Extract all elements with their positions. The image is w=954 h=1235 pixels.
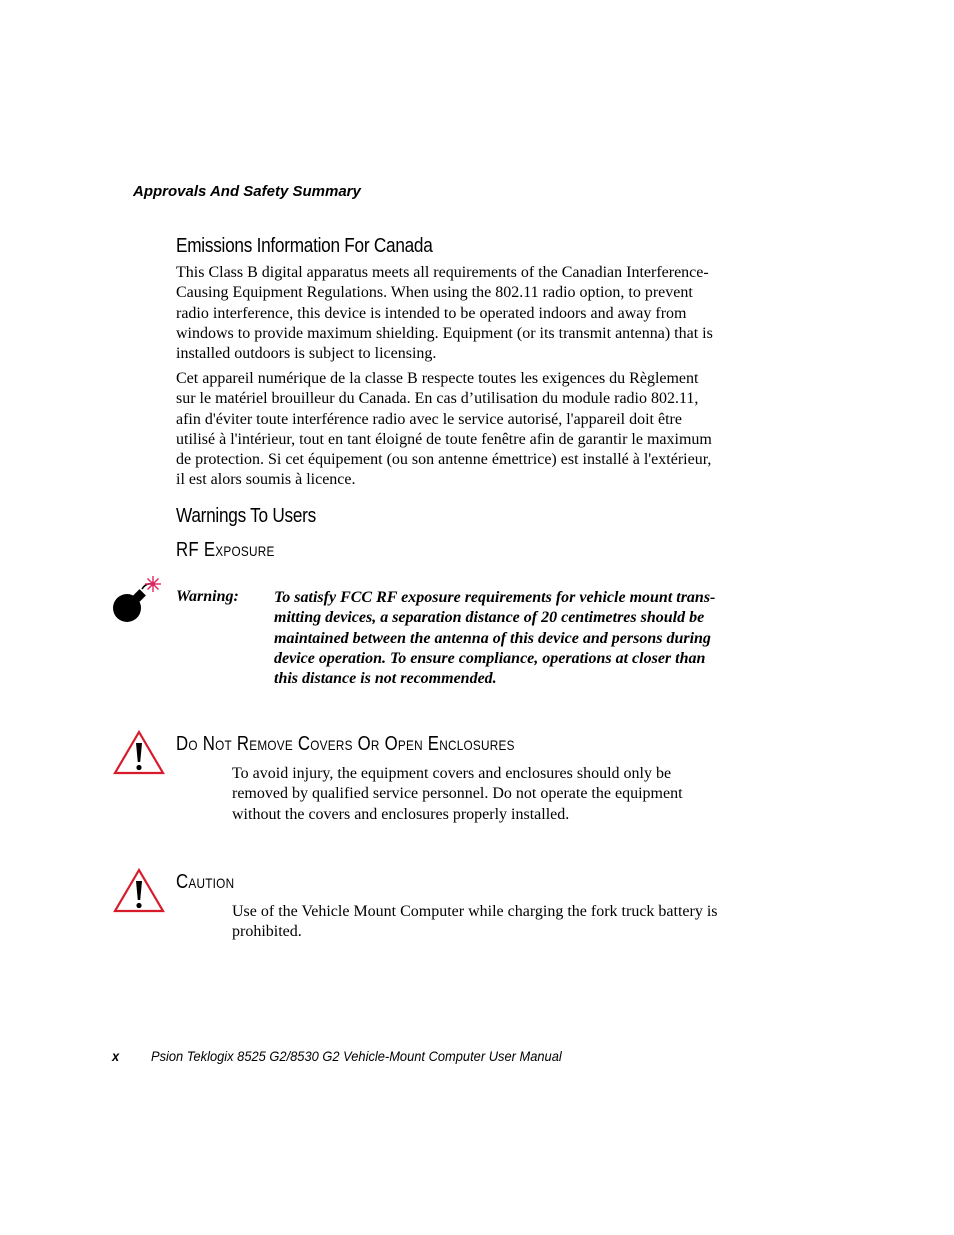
text-line: Causing Equipment Regulations. When using the 802.11 radio option, to prevent [176, 284, 693, 302]
text-line: This Class B digital apparatus meets all requirements of the Canadian Interference- [176, 264, 709, 281]
bomb-icon [108, 574, 164, 626]
text-line: radio interference, this device is intended to be operated indoors and away from [176, 304, 687, 322]
caution-heading: Caution [176, 871, 235, 893]
text-line: To satisfy FCC RF exposure requirements for vehicle mount trans- [274, 589, 716, 606]
footer-manual-title: Psion Teklogix 8525 G2/8530 G2 Vehicle-Mount Computer User Manual [151, 1048, 562, 1064]
text-line: il est alors soumis à licence. [176, 471, 356, 489]
text-line: maintained between the antenna of this device and persons during [274, 629, 711, 647]
text-line: To avoid injury, the equipment covers and enclosures should only be [232, 765, 672, 782]
rf-exposure-heading: RF Exposure [176, 539, 275, 561]
covers-heading: Do Not Remove Covers Or Open Enclosures [176, 733, 515, 755]
caution-paragraph [232, 902, 762, 943]
text-line: this distance is not recommended. [274, 670, 497, 688]
warning-label: Warning: [176, 588, 239, 605]
covers-paragraph [232, 764, 762, 825]
warnings-heading: Warnings To Users [176, 505, 316, 527]
text-line: mitting devices, a separation distance of 20 centimetres should be [274, 609, 705, 627]
text-line: utilisé à l'intérieur, tout en tant éloigné de toute fenêtre afin de garantir le maximum [176, 430, 712, 448]
running-header: Approvals And Safety Summary [133, 183, 361, 200]
warning-text [274, 588, 774, 689]
text-line: without the covers and enclosures properly installed. [232, 805, 570, 823]
text-line: device operation. To ensure compliance, operations at closer than [274, 649, 706, 667]
text-line: prohibited. [232, 923, 302, 941]
text-line: de protection. Si cet équipement (ou son antenne émettrice) est installé à l'extérieur, [176, 451, 712, 469]
text-line: Use of the Vehicle Mount Computer while charging the fork truck battery is [232, 903, 718, 920]
caution-triangle-icon [113, 729, 165, 775]
emissions-paragraph-en [176, 263, 756, 364]
text-line: sur le matériel brouilleur du Canada. En cas d’utilisation du module radio 802.11, [176, 390, 699, 408]
text-line: installed outdoors is subject to licensing. [176, 345, 437, 363]
text-line: windows to provide maximum shielding. Equipment (or its transmit antenna) that is [176, 324, 713, 342]
page-number: x [112, 1048, 120, 1064]
text-line: Cet appareil numérique de la classe B respecte toutes les exigences du Règlement [176, 370, 699, 387]
text-line: removed by qualified service personnel. Do not operate the equipment [232, 785, 683, 803]
caution-triangle-icon [113, 867, 165, 913]
emissions-paragraph-fr [176, 369, 756, 491]
text-line: afin d'éviter toute interférence radio avec le service autorisé, l'appareil doit être [176, 410, 682, 428]
emissions-heading: Emissions Information For Canada [176, 235, 433, 257]
